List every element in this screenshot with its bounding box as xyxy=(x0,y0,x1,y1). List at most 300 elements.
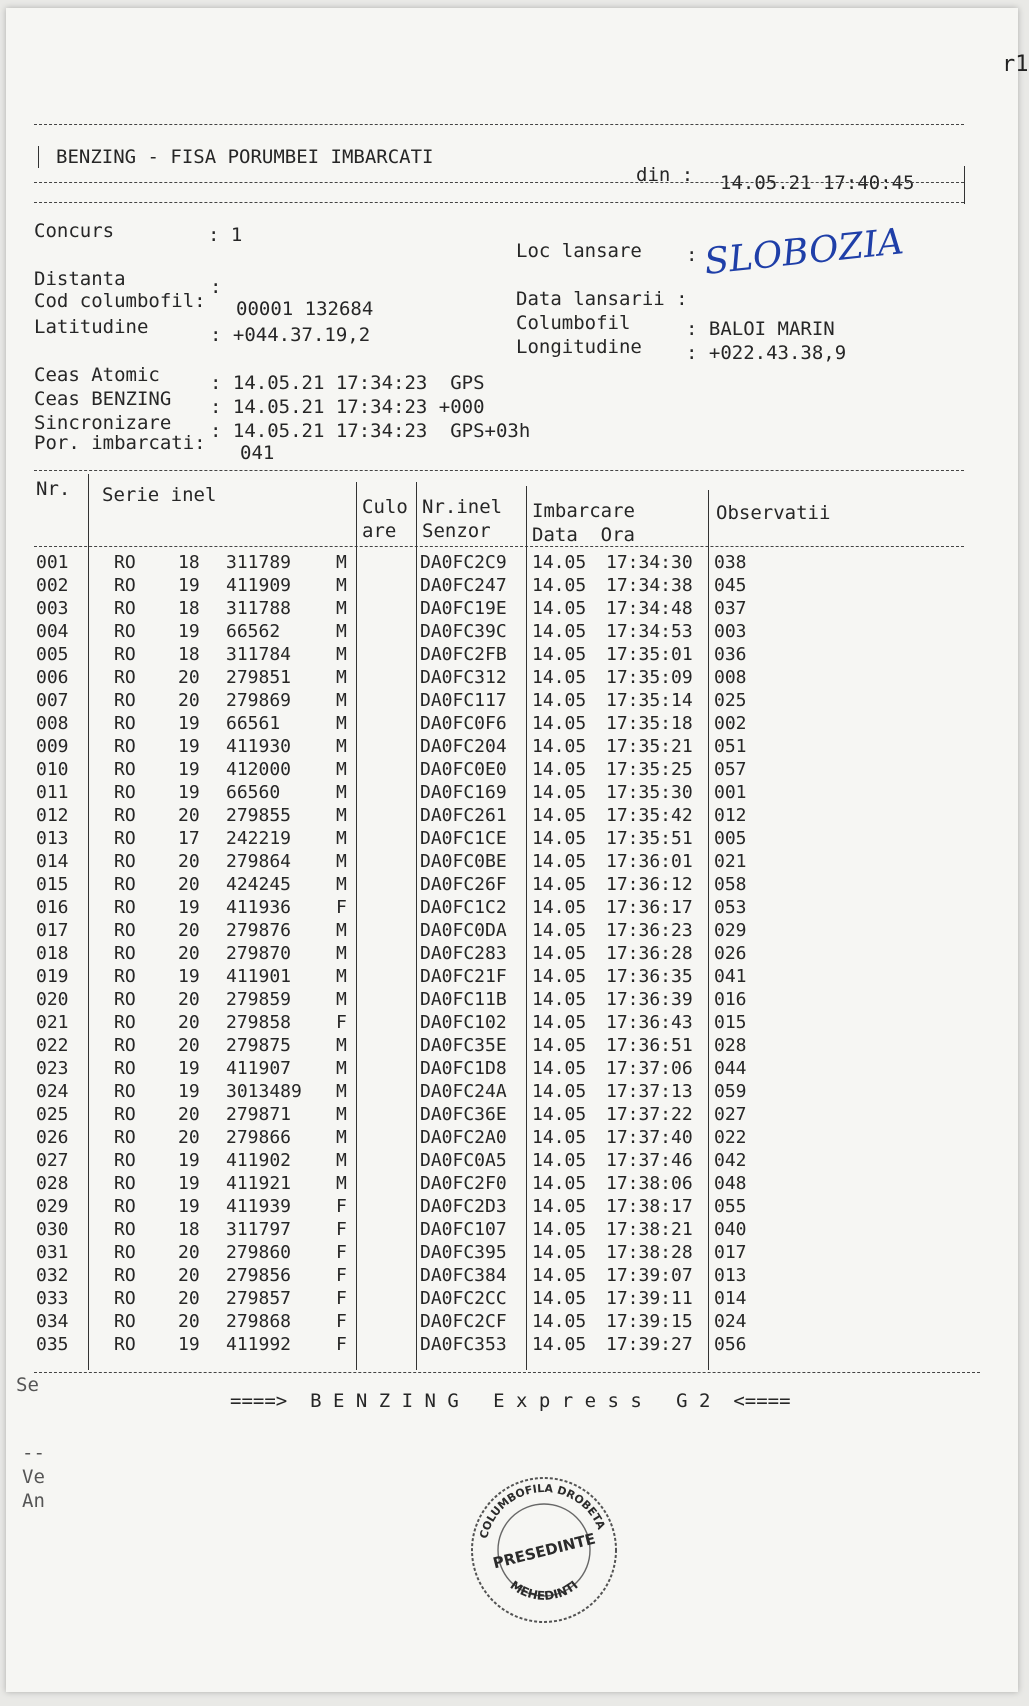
cell-an: 20 xyxy=(178,1127,200,1148)
cell-obs: 059 xyxy=(714,1081,747,1102)
cell-ora: 17:36:17 xyxy=(606,897,693,918)
ceas-benzing-value: : 14.05.21 17:34:23 +000 xyxy=(210,396,485,418)
col-nr-header: Nr. xyxy=(36,478,71,500)
corner-mark: r1 xyxy=(1002,52,1029,77)
cell-senzor: DA0FC102 xyxy=(420,1012,507,1033)
cell-ora: 17:35:25 xyxy=(606,759,693,780)
cell-obs: 021 xyxy=(714,851,747,872)
din-label: din : xyxy=(636,164,694,186)
cell-sex: M xyxy=(336,943,347,964)
association-stamp xyxy=(464,1470,624,1630)
cell-data: 14.05 xyxy=(532,874,587,895)
cell-serie: 279857 xyxy=(226,1288,292,1309)
cell-data: 14.05 xyxy=(532,690,587,711)
cell-an: 20 xyxy=(178,1265,200,1286)
cell-nr: 018 xyxy=(36,943,69,964)
cell-tara: RO xyxy=(114,943,136,964)
stamp-center-text: PRESEDINTE xyxy=(491,1529,598,1573)
ceas-atomic-label: Ceas Atomic xyxy=(34,364,160,386)
col-observatii-header: Observatii xyxy=(716,502,831,524)
cell-sex: M xyxy=(336,1104,347,1125)
cell-sex: M xyxy=(336,989,347,1010)
sincronizare-label: Sincronizare xyxy=(34,412,172,434)
table-row xyxy=(0,1334,1024,1357)
cell-data: 14.05 xyxy=(532,1219,587,1240)
loc-lansare-handwriting xyxy=(700,221,906,283)
cell-nr: 012 xyxy=(36,805,69,826)
cell-sex: M xyxy=(336,621,347,642)
cell-serie: 279860 xyxy=(226,1242,292,1263)
cell-nr: 025 xyxy=(36,1104,69,1125)
cell-tara: RO xyxy=(114,690,136,711)
cell-an: 19 xyxy=(178,782,200,803)
cell-serie: 311788 xyxy=(226,598,292,619)
table-row xyxy=(0,874,1024,897)
table-row xyxy=(0,1150,1024,1173)
cell-sex: M xyxy=(336,1150,347,1171)
cell-senzor: DA0FC2A0 xyxy=(420,1127,507,1148)
cell-nr: 007 xyxy=(36,690,69,711)
cell-tara: RO xyxy=(114,759,136,780)
cell-data: 14.05 xyxy=(532,575,587,596)
cell-obs: 015 xyxy=(714,1012,747,1033)
cell-data: 14.05 xyxy=(532,1334,587,1355)
cell-senzor: DA0FC2CF xyxy=(420,1311,507,1332)
cell-obs: 026 xyxy=(714,943,747,964)
cell-serie: 279866 xyxy=(226,1127,292,1148)
header-top-rule xyxy=(34,124,964,125)
cell-data: 14.05 xyxy=(532,1104,587,1125)
cell-ora: 17:36:51 xyxy=(606,1035,693,1056)
cell-data: 14.05 xyxy=(532,943,587,964)
cell-sex: M xyxy=(336,1081,347,1102)
cell-serie: 411907 xyxy=(226,1058,292,1079)
table-row xyxy=(0,828,1024,851)
table-row xyxy=(0,943,1024,966)
cell-nr: 021 xyxy=(36,1012,69,1033)
table-top-rule xyxy=(34,470,964,471)
cell-an: 20 xyxy=(178,667,200,688)
cell-senzor: DA0FC395 xyxy=(420,1242,507,1263)
cell-obs: 029 xyxy=(714,920,747,941)
cell-tara: RO xyxy=(114,1081,136,1102)
cell-an: 20 xyxy=(178,1242,200,1263)
cell-an: 19 xyxy=(178,1196,200,1217)
cell-tara: RO xyxy=(114,1219,136,1240)
cell-an: 20 xyxy=(178,1311,200,1332)
cell-an: 19 xyxy=(178,897,200,918)
cell-senzor: DA0FC312 xyxy=(420,667,507,688)
table-row xyxy=(0,1196,1024,1219)
distanta-label: Distanta xyxy=(34,268,126,290)
header-right-bar xyxy=(964,166,965,204)
cell-tara: RO xyxy=(114,920,136,941)
cell-sex: M xyxy=(336,575,347,596)
cell-data: 14.05 xyxy=(532,713,587,734)
cell-ora: 17:37:40 xyxy=(606,1127,693,1148)
cell-obs: 013 xyxy=(714,1265,747,1286)
cell-obs: 055 xyxy=(714,1196,747,1217)
table-row xyxy=(0,690,1024,713)
cell-ora: 17:35:09 xyxy=(606,667,693,688)
cell-an: 19 xyxy=(178,1173,200,1194)
cell-senzor: DA0FC19E xyxy=(420,598,507,619)
cell-ora: 17:35:30 xyxy=(606,782,693,803)
cell-tara: RO xyxy=(114,736,136,757)
cell-tara: RO xyxy=(114,1012,136,1033)
cell-obs: 002 xyxy=(714,713,747,734)
col-culoare-header-1: Culo xyxy=(362,496,408,518)
cell-obs: 042 xyxy=(714,1150,747,1171)
table-row xyxy=(0,1265,1024,1288)
cell-serie: 66560 xyxy=(226,782,281,803)
cell-obs: 053 xyxy=(714,897,747,918)
cell-senzor: DA0FC21F xyxy=(420,966,507,987)
cell-sex: M xyxy=(336,805,347,826)
cell-data: 14.05 xyxy=(532,667,587,688)
cell-obs: 003 xyxy=(714,621,747,642)
cell-sex: M xyxy=(336,1127,347,1148)
cell-tara: RO xyxy=(114,667,136,688)
sincronizare-value: : 14.05.21 17:34:23 GPS+03h xyxy=(210,420,531,442)
cell-an: 20 xyxy=(178,989,200,1010)
cell-ora: 17:36:01 xyxy=(606,851,693,872)
footer-brand: ====> B E N Z I N G E x p r e s s G 2 <==== xyxy=(230,1390,791,1412)
cell-serie: 411992 xyxy=(226,1334,292,1355)
cell-sex: M xyxy=(336,874,347,895)
cell-ora: 17:39:27 xyxy=(606,1334,693,1355)
latitudine-value: : +044.37.19,2 xyxy=(210,324,371,346)
cell-tara: RO xyxy=(114,598,136,619)
cell-ora: 17:39:15 xyxy=(606,1311,693,1332)
cell-nr: 010 xyxy=(36,759,69,780)
latitudine-label: Latitudine xyxy=(34,316,149,338)
cell-data: 14.05 xyxy=(532,851,587,872)
columbofil-label: Columbofil xyxy=(516,312,631,334)
por-imbarcati-label: Por. imbarcati: xyxy=(34,432,206,454)
cell-senzor: DA0FC384 xyxy=(420,1265,507,1286)
cell-sex: M xyxy=(336,598,347,619)
cell-senzor: DA0FC24A xyxy=(420,1081,507,1102)
cell-serie: 66562 xyxy=(226,621,281,642)
cell-data: 14.05 xyxy=(532,1265,587,1286)
cell-nr: 022 xyxy=(36,1035,69,1056)
cell-an: 20 xyxy=(178,690,200,711)
cell-ora: 17:36:35 xyxy=(606,966,693,987)
cell-sex: F xyxy=(336,1219,347,1240)
cell-ora: 17:36:39 xyxy=(606,989,693,1010)
cell-nr: 016 xyxy=(36,897,69,918)
cell-senzor: DA0FC36E xyxy=(420,1104,507,1125)
cell-tara: RO xyxy=(114,621,136,642)
cell-obs: 022 xyxy=(714,1127,747,1148)
cell-an: 20 xyxy=(178,920,200,941)
cell-tara: RO xyxy=(114,1265,136,1286)
cell-obs: 057 xyxy=(714,759,747,780)
cell-obs: 037 xyxy=(714,598,747,619)
col-inel-header-1: Nr.inel xyxy=(422,496,503,518)
cell-nr: 008 xyxy=(36,713,69,734)
cell-nr: 024 xyxy=(36,1081,69,1102)
cell-senzor: DA0FC1C2 xyxy=(420,897,507,918)
cell-an: 17 xyxy=(178,828,200,849)
cell-an: 20 xyxy=(178,1012,200,1033)
cell-an: 19 xyxy=(178,759,200,780)
cell-nr: 005 xyxy=(36,644,69,665)
cell-senzor: DA0FC39C xyxy=(420,621,507,642)
cell-obs: 058 xyxy=(714,874,747,895)
cell-an: 18 xyxy=(178,598,200,619)
cell-obs: 051 xyxy=(714,736,747,757)
ceas-benzing-label: Ceas BENZING xyxy=(34,388,172,410)
document-title: BENZING - FISA PORUMBEI IMBARCATI xyxy=(56,146,434,168)
cell-serie: 311797 xyxy=(226,1219,292,1240)
cell-tara: RO xyxy=(114,1311,136,1332)
cell-ora: 17:35:01 xyxy=(606,644,693,665)
cell-serie: 279871 xyxy=(226,1104,292,1125)
cell-senzor: DA0FC107 xyxy=(420,1219,507,1240)
cell-serie: 311789 xyxy=(226,552,292,573)
cell-ora: 17:37:06 xyxy=(606,1058,693,1079)
left-fragment-4: An xyxy=(22,1490,45,1512)
cell-nr: 002 xyxy=(36,575,69,596)
cell-an: 20 xyxy=(178,805,200,826)
cell-serie: 279859 xyxy=(226,989,292,1010)
cell-serie: 279855 xyxy=(226,805,292,826)
cell-tara: RO xyxy=(114,782,136,803)
cell-senzor: DA0FC0F6 xyxy=(420,713,507,734)
left-fragment-1: Se xyxy=(16,1374,39,1396)
table-row xyxy=(0,1035,1024,1058)
col-inel-header-2: Senzor xyxy=(422,520,491,542)
cell-ora: 17:38:21 xyxy=(606,1219,693,1240)
cell-data: 14.05 xyxy=(532,1196,587,1217)
cell-obs: 045 xyxy=(714,575,747,596)
columbofil-value: : BALOI MARIN xyxy=(686,318,835,340)
cell-serie: 279869 xyxy=(226,690,292,711)
cell-data: 14.05 xyxy=(532,1035,587,1056)
table-row xyxy=(0,1104,1024,1127)
cell-ora: 17:36:43 xyxy=(606,1012,693,1033)
col-imbarcare-header-1: Imbarcare xyxy=(532,500,635,522)
cell-an: 20 xyxy=(178,1104,200,1125)
cell-ora: 17:34:53 xyxy=(606,621,693,642)
cell-data: 14.05 xyxy=(532,1127,587,1148)
cell-senzor: DA0FC2FB xyxy=(420,644,507,665)
cell-obs: 025 xyxy=(714,690,747,711)
cell-data: 14.05 xyxy=(532,621,587,642)
cell-senzor: DA0FC11B xyxy=(420,989,507,1010)
cell-serie: 242219 xyxy=(226,828,292,849)
cell-nr: 001 xyxy=(36,552,69,573)
cell-senzor: DA0FC169 xyxy=(420,782,507,803)
table-bottom-rule xyxy=(34,1372,980,1373)
cell-tara: RO xyxy=(114,989,136,1010)
cell-obs: 038 xyxy=(714,552,747,573)
cell-obs: 024 xyxy=(714,1311,747,1332)
cell-nr: 026 xyxy=(36,1127,69,1148)
cell-tara: RO xyxy=(114,1150,136,1171)
table-row xyxy=(0,759,1024,782)
cell-obs: 041 xyxy=(714,966,747,987)
cell-sex: M xyxy=(336,1058,347,1079)
cell-an: 19 xyxy=(178,1334,200,1355)
cell-nr: 015 xyxy=(36,874,69,895)
cell-obs: 005 xyxy=(714,828,747,849)
cell-obs: 017 xyxy=(714,1242,747,1263)
data-lansarii-label: Data lansarii : xyxy=(516,288,688,310)
cell-sex: M xyxy=(336,667,347,688)
header-left-bar xyxy=(38,146,39,168)
cell-sex: M xyxy=(336,644,347,665)
cell-senzor: DA0FC353 xyxy=(420,1334,507,1355)
cell-serie: 279851 xyxy=(226,667,292,688)
stamp-ring-text: COLUMBOFILA DROBETA xyxy=(477,1481,608,1540)
cell-sex: M xyxy=(336,851,347,872)
cell-nr: 030 xyxy=(36,1219,69,1240)
cell-serie: 279870 xyxy=(226,943,292,964)
cell-sex: F xyxy=(336,1334,347,1355)
cell-sex: M xyxy=(336,759,347,780)
cell-an: 18 xyxy=(178,552,200,573)
cell-data: 14.05 xyxy=(532,1173,587,1194)
longitudine-label: Longitudine xyxy=(516,336,642,358)
cell-an: 18 xyxy=(178,644,200,665)
cell-ora: 17:35:51 xyxy=(606,828,693,849)
cell-data: 14.05 xyxy=(532,1242,587,1263)
cell-serie: 412000 xyxy=(226,759,292,780)
cell-tara: RO xyxy=(114,1288,136,1309)
cell-senzor: DA0FC0BE xyxy=(420,851,507,872)
col-imbarcare-header-2: Data Ora xyxy=(532,524,635,546)
cell-nr: 027 xyxy=(36,1150,69,1171)
cell-sex: F xyxy=(336,897,347,918)
cell-data: 14.05 xyxy=(532,598,587,619)
cell-obs: 028 xyxy=(714,1035,747,1056)
cell-tara: RO xyxy=(114,552,136,573)
cell-data: 14.05 xyxy=(532,1012,587,1033)
cell-obs: 048 xyxy=(714,1173,747,1194)
cell-serie: 411936 xyxy=(226,897,292,918)
table-row xyxy=(0,644,1024,667)
cell-nr: 029 xyxy=(36,1196,69,1217)
cell-ora: 17:38:17 xyxy=(606,1196,693,1217)
cell-data: 14.05 xyxy=(532,1150,587,1171)
cell-sex: F xyxy=(336,1311,347,1332)
cell-senzor: DA0FC283 xyxy=(420,943,507,964)
cell-senzor: DA0FC204 xyxy=(420,736,507,757)
cell-serie: 424245 xyxy=(226,874,292,895)
cell-data: 14.05 xyxy=(532,805,587,826)
cell-obs: 036 xyxy=(714,644,747,665)
cell-tara: RO xyxy=(114,644,136,665)
distanta-colon: : xyxy=(210,276,222,298)
cell-an: 19 xyxy=(178,621,200,642)
cell-sex: M xyxy=(336,782,347,803)
cell-nr: 035 xyxy=(36,1334,69,1355)
cell-nr: 031 xyxy=(36,1242,69,1263)
header-mid-rule xyxy=(34,182,964,183)
cell-serie: 411901 xyxy=(226,966,292,987)
cell-nr: 034 xyxy=(36,1311,69,1332)
cell-sex: M xyxy=(336,1035,347,1056)
cell-an: 20 xyxy=(178,943,200,964)
cell-tara: RO xyxy=(114,828,136,849)
cell-sex: F xyxy=(336,1012,347,1033)
cell-senzor: DA0FC2CC xyxy=(420,1288,507,1309)
cell-sex: F xyxy=(336,1288,347,1309)
cell-nr: 020 xyxy=(36,989,69,1010)
cell-nr: 006 xyxy=(36,667,69,688)
cell-serie: 411939 xyxy=(226,1196,292,1217)
cell-an: 19 xyxy=(178,1081,200,1102)
svg-text:MEHEDINTI xyxy=(508,1578,581,1603)
cell-sex: M xyxy=(336,1173,347,1194)
cell-serie: 279876 xyxy=(226,920,292,941)
cell-obs: 008 xyxy=(714,667,747,688)
cell-serie: 279856 xyxy=(226,1265,292,1286)
cell-an: 20 xyxy=(178,1288,200,1309)
cell-senzor: DA0FC117 xyxy=(420,690,507,711)
cell-nr: 019 xyxy=(36,966,69,987)
table-row xyxy=(0,1242,1024,1265)
cell-tara: RO xyxy=(114,1173,136,1194)
cell-senzor: DA0FC1D8 xyxy=(420,1058,507,1079)
cell-an: 19 xyxy=(178,575,200,596)
table-row xyxy=(0,1311,1024,1334)
cod-columbofil-value: 00001 132684 xyxy=(236,298,374,320)
cell-an: 18 xyxy=(178,1219,200,1240)
table-row xyxy=(0,1219,1024,1242)
cell-nr: 023 xyxy=(36,1058,69,1079)
loc-lansare-colon: : xyxy=(686,244,698,266)
stamp-bottom-text: MEHEDINTI xyxy=(507,1577,581,1603)
cell-ora: 17:38:28 xyxy=(606,1242,693,1263)
cell-data: 14.05 xyxy=(532,897,587,918)
col-serie-header: Serie inel xyxy=(102,484,217,506)
table-row xyxy=(0,805,1024,828)
cell-serie: 66561 xyxy=(226,713,281,734)
cell-tara: RO xyxy=(114,1058,136,1079)
table-row xyxy=(0,1288,1024,1311)
cell-senzor: DA0FC0A5 xyxy=(420,1150,507,1171)
cell-data: 14.05 xyxy=(532,782,587,803)
table-header-rule xyxy=(34,546,964,547)
cell-senzor: DA0FC2D3 xyxy=(420,1196,507,1217)
cell-nr: 014 xyxy=(36,851,69,872)
cell-ora: 17:36:23 xyxy=(606,920,693,941)
cell-an: 20 xyxy=(178,1035,200,1056)
table-row xyxy=(0,552,1024,575)
cell-tara: RO xyxy=(114,575,136,596)
cell-ora: 17:35:18 xyxy=(606,713,693,734)
cell-data: 14.05 xyxy=(532,759,587,780)
cell-data: 14.05 xyxy=(532,552,587,573)
cell-sex: F xyxy=(336,1265,347,1286)
cell-sex: M xyxy=(336,713,347,734)
longitudine-value: : +022.43.38,9 xyxy=(686,342,847,364)
cell-nr: 013 xyxy=(36,828,69,849)
cell-tara: RO xyxy=(114,874,136,895)
cell-ora: 17:36:12 xyxy=(606,874,693,895)
cell-obs: 027 xyxy=(714,1104,747,1125)
cell-nr: 017 xyxy=(36,920,69,941)
cell-serie: 411930 xyxy=(226,736,292,757)
table-row xyxy=(0,989,1024,1012)
cell-senzor: DA0FC1CE xyxy=(420,828,507,849)
cell-tara: RO xyxy=(114,1127,136,1148)
cell-senzor: DA0FC247 xyxy=(420,575,507,596)
